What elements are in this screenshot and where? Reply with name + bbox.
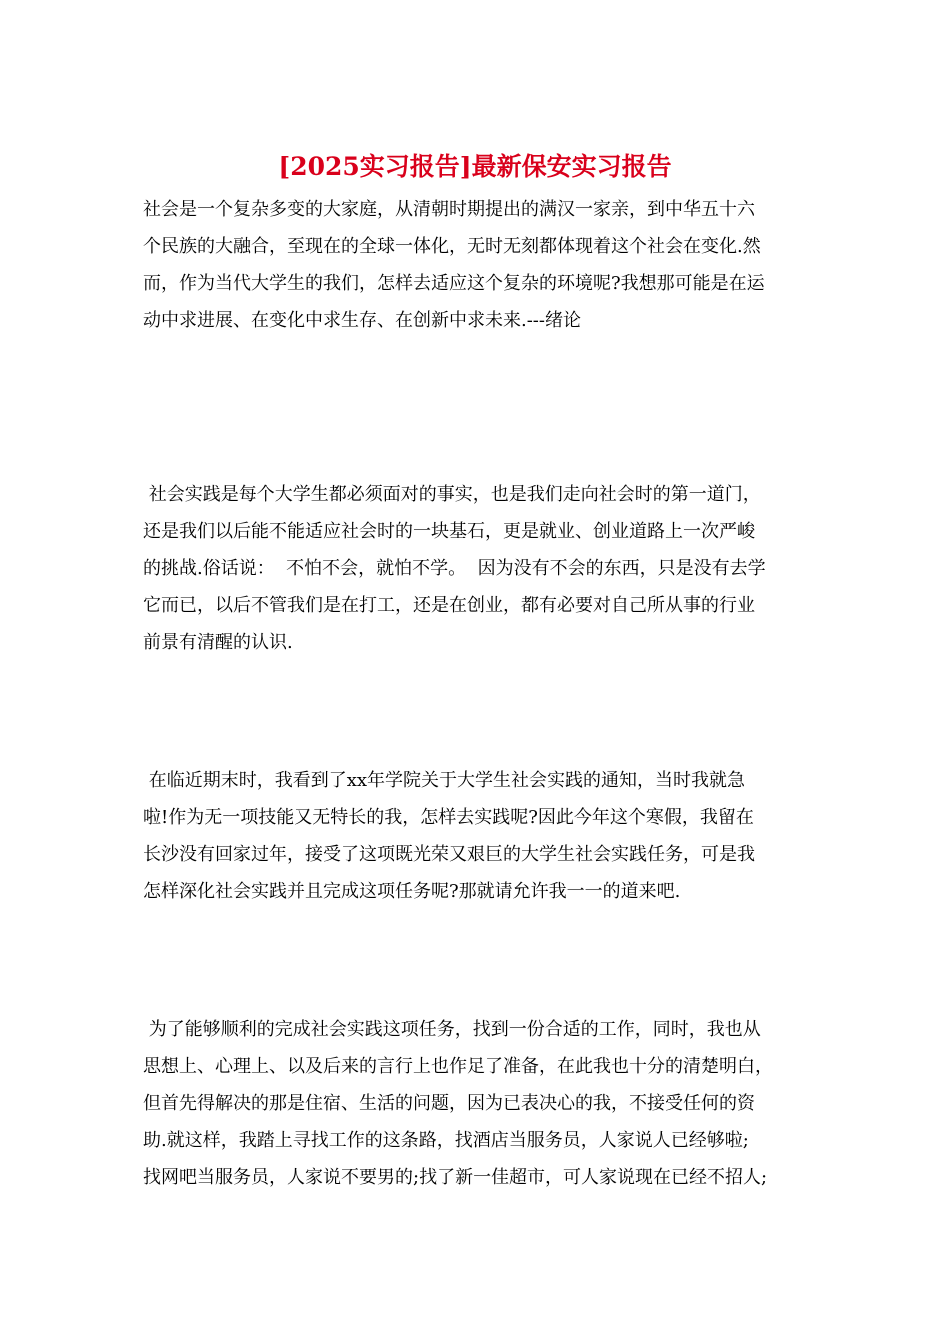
paragraph-line: 找网吧当服务员，人家说不要男的;找了新一佳超市，可人家说现在已经不招人; <box>143 1167 768 1188</box>
paragraph-line: 在临近期末时，我看到了xx年学院关于大学生社会实践的通知，当时我就急 <box>143 770 746 791</box>
paragraph-line: 怎样深化社会实践并且完成这项任务呢?那就请允许我一一的道来吧. <box>143 881 681 902</box>
paragraph-line: 而，作为当代大学生的我们，怎样去适应这个复杂的环境呢?我想那可能是在运 <box>143 273 765 294</box>
paragraph-line: 长沙没有回家过年，接受了这项既光荣又艰巨的大学生社会实践任务，可是我 <box>143 844 755 865</box>
paragraph-line: 助.就这样，我踏上寻找工作的这条路，找酒店当服务员，人家说人已经够啦; <box>143 1130 749 1151</box>
paragraph-line: 思想上、心理上、以及后来的言行上也作足了准备，在此我也十分的清楚明白， <box>143 1056 773 1077</box>
paragraph-line: 啦!作为无一项技能又无特长的我，怎样去实践呢?因此今年这个寒假，我留在 <box>143 807 754 828</box>
paragraph-line: 但首先得解决的那是住宿、生活的问题，因为已表决心的我，不接受任何的资 <box>143 1093 755 1114</box>
paragraph-line: 前景有清醒的认识. <box>143 632 293 653</box>
paragraph-line: 的挑战.俗话说： 不怕不会，就怕不学。 因为没有不会的东西，只是没有去学 <box>143 558 766 579</box>
paragraph-line: 社会实践是每个大学生都必须面对的事实，也是我们走向社会时的第一道门， <box>143 484 761 505</box>
paragraph-line: 还是我们以后能不能适应社会时的一块基石，更是就业、创业道路上一次严峻 <box>143 521 755 542</box>
paragraph-line: 动中求进展、在变化中求生存、在创新中求未来.---绪论 <box>143 310 581 331</box>
paragraph-line: 个民族的大融合，至现在的全球一体化，无时无刻都体现着这个社会在变化.然 <box>143 236 761 257</box>
paragraph-line: 为了能够顺利的完成社会实践这项任务，找到一份合适的工作，同时，我也从 <box>143 1019 761 1040</box>
paragraph-line: 它而已，以后不管我们是在打工，还是在创业，都有必要对自己所从事的行业 <box>143 595 755 616</box>
paragraph-line: 社会是一个复杂多变的大家庭，从清朝时期提出的满汉一家亲，到中华五十六 <box>143 199 755 220</box>
document-title: [2025实习报告]最新保安实习报告 <box>278 152 672 181</box>
